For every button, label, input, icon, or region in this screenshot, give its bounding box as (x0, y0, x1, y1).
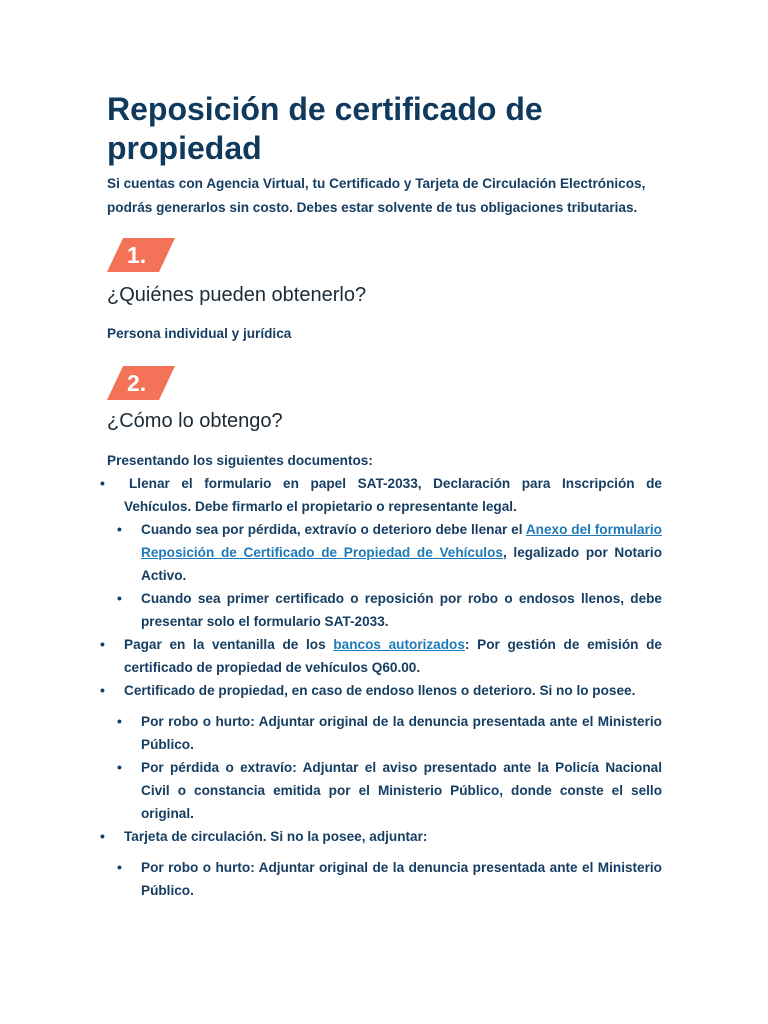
intro-text: Si cuentas con Agencia Virtual, tu Certificado y Tarjeta de Circulación Electrónicos, podrás generarlos sin costo. Debes estar solvente de tus obligaciones tributarias. (107, 176, 646, 215)
bullet-dot: • (100, 828, 105, 844)
step-1-heading: ¿Quiénes pueden obtenerlo? (107, 284, 367, 306)
bullet-dot: • (117, 759, 122, 775)
bullet-dot: • (117, 859, 122, 875)
list-item-text: Certificado de propiedad, en caso de endoso llenos o deterioro. Si no lo posee. (124, 683, 636, 698)
list-item-text: Por robo o hurto: Adjuntar original de la denuncia presentada ante el Ministerio Público. (141, 860, 662, 898)
step-2-badge (107, 366, 175, 400)
list-item-text-part: Cuando sea por pérdida, extravío o deterioro debe llenar el (141, 522, 526, 537)
bullet-dot: • (100, 636, 105, 652)
list-item-text-part: : Por gestión de emisión de certificado de propiedad de vehículos Q60.00. (124, 637, 662, 675)
bullet-dot: • (100, 682, 105, 698)
list-item-text: Por robo o hurto: Adjuntar original de la denuncia presentada ante el Ministerio Público. (141, 714, 662, 752)
list-item-text-part: Pagar en la ventanilla de los (124, 637, 334, 652)
step-1-answer: Persona individual y jurídica (107, 326, 292, 341)
page-title: Reposición de certificado de propiedad (107, 91, 543, 166)
bancos-autorizados-link[interactable]: bancos autorizados (333, 637, 465, 652)
list-item-text-part: , legalizado por Notario Activo. (141, 545, 662, 583)
list-item-text (124, 633, 662, 679)
documents-lead: Presentando los siguientes documentos: (107, 453, 373, 468)
list-item-text: Por pérdida o extravío: Adjuntar el aviso presentado ante la Policía Nacional Civil o constancia emitida por el Ministerio Público, donde conste el sello original. (141, 760, 662, 821)
step-1-badge (107, 238, 175, 272)
list-item-text: Cuando sea primer certificado o reposición por robo o endosos llenos, debe presentar solo el formulario SAT-2033. (141, 591, 662, 629)
step-2-heading: ¿Cómo lo obtengo? (107, 410, 283, 432)
list-item-text: Llenar el formulario en papel SAT-2033, Declaración para Inscripción de Vehículos. Debe firmarlo el propietario o representante legal. (124, 476, 662, 514)
list-item-text (141, 518, 662, 587)
step-2-number: 2. (127, 370, 147, 396)
step-1-number: 1. (127, 242, 147, 268)
bullet-dot: • (100, 475, 105, 491)
bullet-dot: • (117, 521, 122, 537)
anexo-formulario-link[interactable]: Anexo del formulario Reposición de Certificado de Propiedad de Vehículos (141, 522, 662, 560)
bullet-dot: • (117, 713, 122, 729)
list-item-text: Tarjeta de circulación. Si no la posee, adjuntar: (124, 829, 428, 844)
bullet-dot: • (117, 590, 122, 606)
